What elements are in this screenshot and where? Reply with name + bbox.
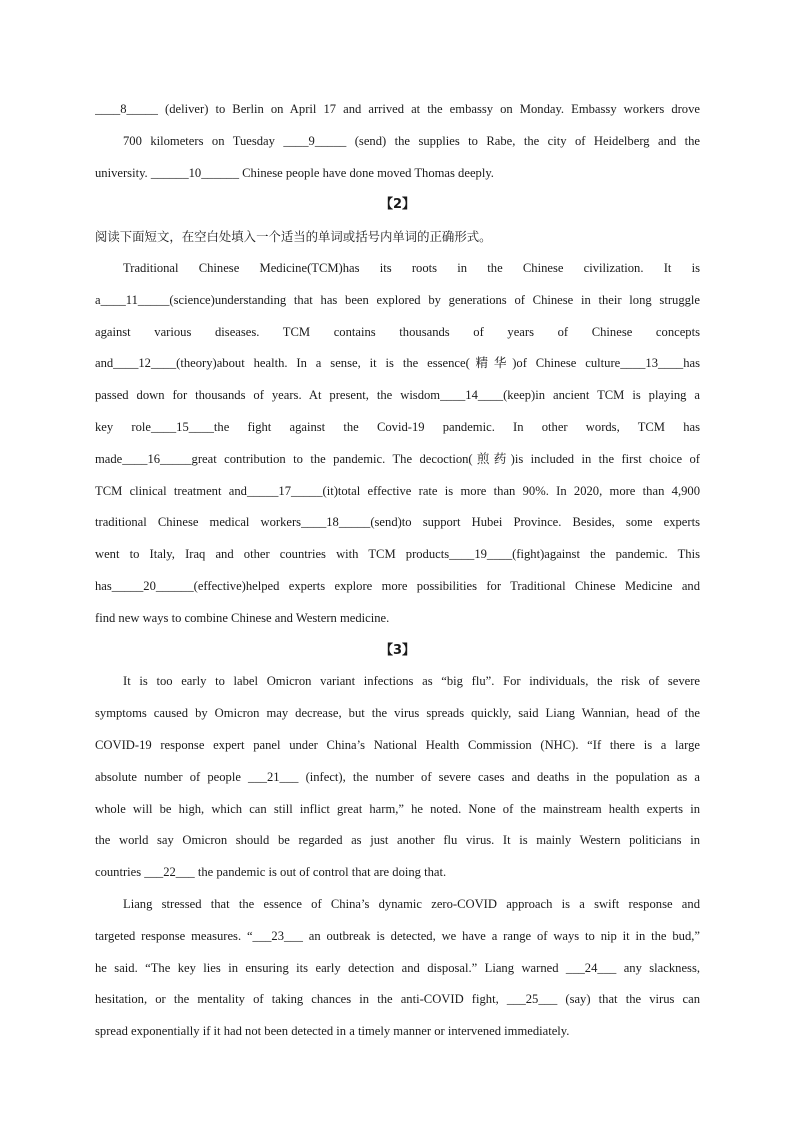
document-page	[95, 94, 700, 1048]
text-line: countries ___22___ the pandemic is out of control that are doing that.	[95, 865, 447, 880]
text-line: 700 kilometers on Tuesday ____9_____ (send) the supplies to Rabe, the city of Heidelberg and the	[123, 133, 700, 148]
text-line: has_____20______(effective)helped experts explore more possibilities for Traditional Chinese Medicine and	[95, 578, 700, 593]
text-line: he said. “The key lies in ensuring its early detection and disposal.” Liang warned ___24___ any slackness,	[95, 960, 700, 975]
text-line: passed down for thousands of years. At present, the wisdom____14____(keep)in ancient TCM is playing a	[95, 388, 700, 403]
text-line: targeted response measures. “___23___ an outbreak is detected, we have a range of ways to nip it in the bud,”	[95, 928, 700, 943]
text-line: key role____15____the fight against the Covid-19 pandemic. In other words, TCM has	[95, 419, 700, 434]
text-line: whole will be high, which can still inflict great harm,” he noted. None of the mainstream health experts in	[95, 801, 700, 816]
text-line: traditional Chinese medical workers____18_____(send)to support Hubei Province. Besides, some experts	[95, 515, 700, 530]
text-line: COVID-19 response expert panel under China’s National Health Commission (NHC). “If there is a large	[95, 737, 700, 752]
text-line: and____12____(theory)about health. In a sense, it is the essence(精华)of Chinese culture____13____has	[95, 356, 700, 371]
section-heading-2: 【2】	[379, 197, 416, 213]
text-line: Traditional Chinese Medicine(TCM)has its roots in the Chinese civilization. It is	[123, 260, 700, 275]
text-line: symptoms caused by Omicron may decrease, but the virus spreads quickly, said Liang Wannian, head of the	[95, 706, 700, 721]
text-line: made____16_____great contribution to the pandemic. The decoction(煎药)is included in the first choice of	[95, 451, 700, 466]
text-line: TCM clinical treatment and_____17_____(it)total effective rate is more than 90%. In 2020, more than 4,900	[95, 483, 700, 498]
text-line: Liang stressed that the essence of China’s dynamic zero-COVID approach is a swift response and	[123, 896, 700, 911]
passage-3-paragraph-1	[95, 666, 700, 889]
text-line: find new ways to combine Chinese and Western medicine.	[95, 610, 390, 625]
text-line: university. ______10______ Chinese people have done moved Thomas deeply.	[95, 165, 494, 180]
passage-1	[95, 94, 700, 189]
passage-2	[95, 253, 700, 635]
text-line: absolute number of people ___21___ (infect), the number of severe cases and deaths in the population as a	[95, 769, 700, 784]
text-line: spread exponentially if it had not been detected in a timely manner or intervened immediately.	[95, 1024, 570, 1039]
text-line: It is too early to label Omicron variant infections as “big flu”. For individuals, the risk of severe	[123, 674, 700, 689]
passage-3-paragraph-2	[95, 889, 700, 1048]
section-heading-3: 【3】	[379, 642, 416, 658]
text-line: went to Italy, Iraq and other countries with TCM products____19____(fight)against the pandemic. This	[95, 547, 700, 562]
text-line: ____8_____ (deliver) to Berlin on April 17 and arrived at the embassy on Monday. Embassy workers drove	[95, 102, 700, 116]
text-line: against various diseases. TCM contains thousands of years of Chinese concepts	[95, 324, 700, 339]
text-line: a____11_____(science)understanding that has been explored by generations of Chinese in their long struggle	[95, 292, 700, 307]
instruction-text: 阅读下面短文，在空白处填入一个适当的单词或括号内单词的正确形式。	[95, 229, 492, 245]
text-line: the world say Omicron should be regarded as just another flu virus. It is mainly Western politicians in	[95, 833, 700, 848]
text-line: hesitation, or the mentality of taking chances in the anti-COVID fight, ___25___ (say) that the virus can	[95, 992, 700, 1007]
